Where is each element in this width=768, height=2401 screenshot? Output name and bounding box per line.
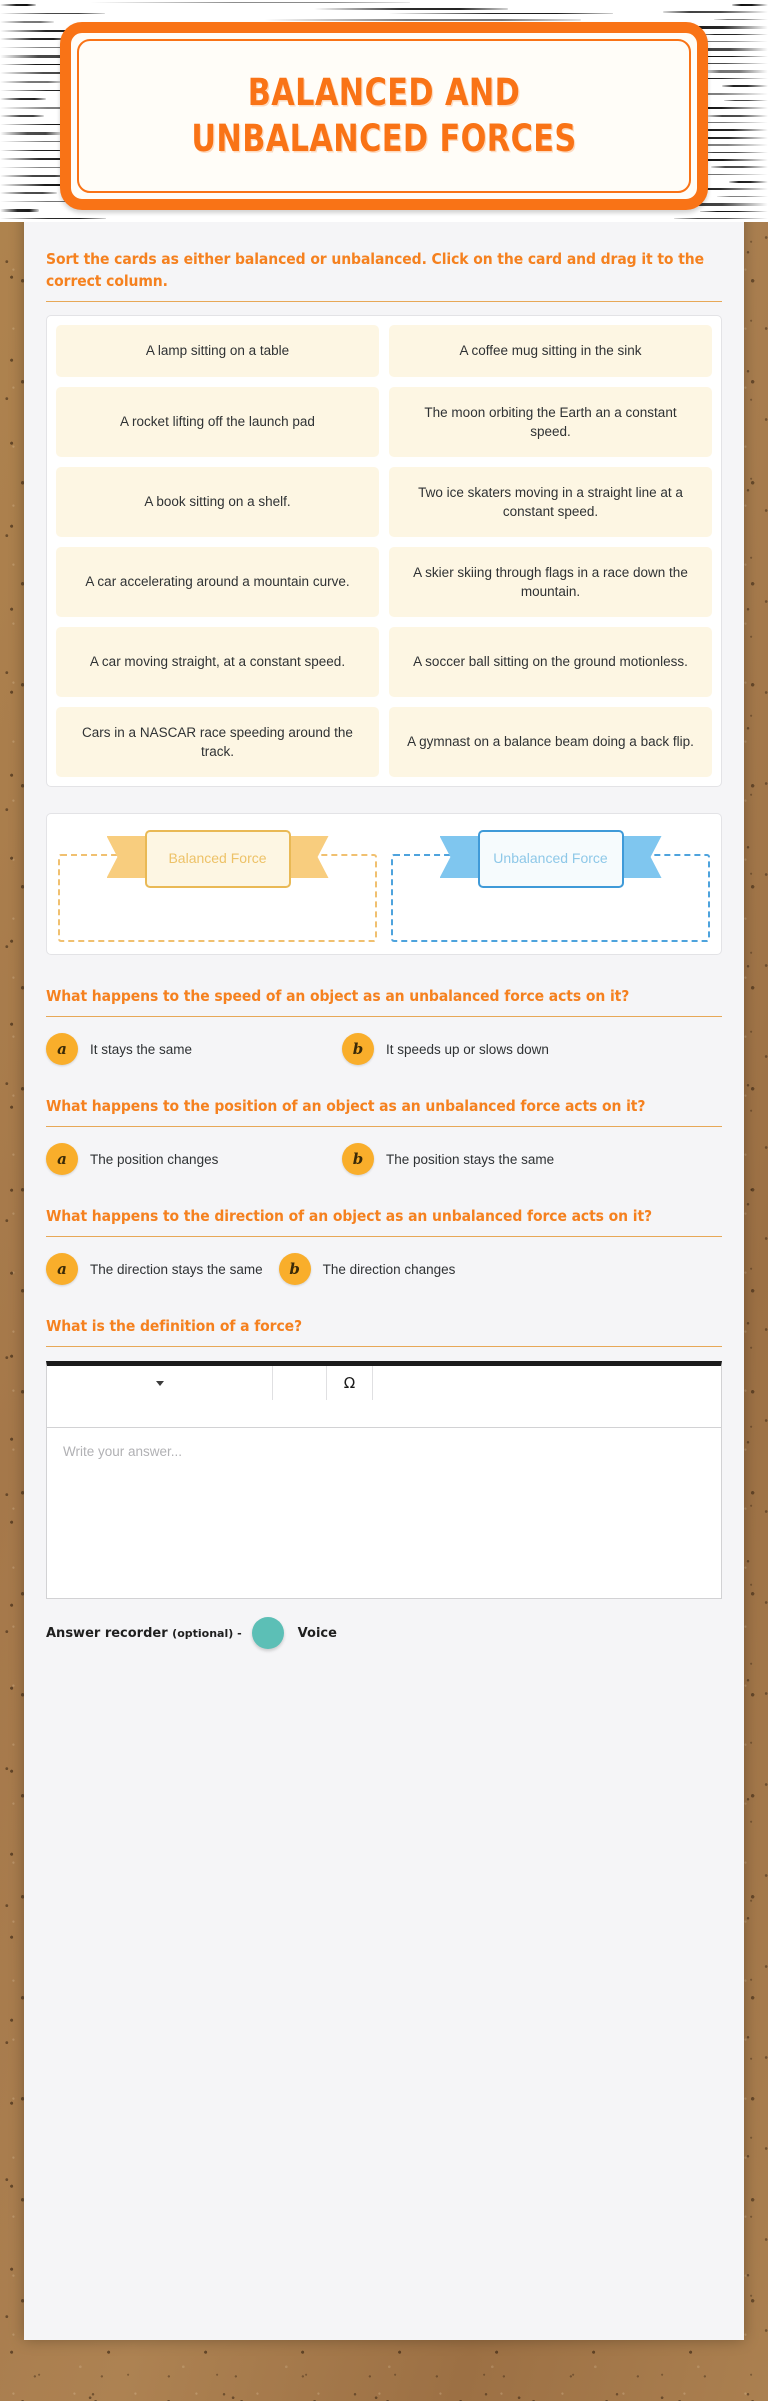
option-b[interactable] — [342, 1033, 549, 1065]
ribbon-banner-balanced — [145, 830, 291, 888]
chevron-down-icon — [156, 1381, 164, 1386]
speed-line — [724, 100, 768, 101]
sort-card[interactable]: A book sitting on a shelf. — [56, 467, 379, 537]
drop-zone-area — [46, 813, 722, 955]
speed-line — [0, 209, 39, 211]
option-letter-bubble: b — [342, 1143, 374, 1175]
speed-line — [732, 4, 768, 6]
answer-textarea[interactable]: Write your answer... — [63, 1444, 183, 1459]
sort-instructions-block — [46, 222, 722, 302]
speed-line — [264, 19, 581, 22]
option-letter-bubble: a — [46, 1253, 78, 1285]
sort-card[interactable]: A soccer ball sitting on the ground motionless. — [389, 627, 712, 697]
question-block-position — [46, 1095, 722, 1175]
option-letter-bubble: a — [46, 1143, 78, 1175]
page-title-line-1: BALANCED AND — [247, 71, 521, 115]
question-prompt: What happens to the speed of an object as an unbalanced force acts on it? — [46, 987, 630, 1005]
sort-card[interactable]: A skier skiing through flags in a race down the mountain. — [389, 547, 712, 617]
speed-line — [714, 19, 768, 20]
option-label: It stays the same — [90, 1041, 193, 1057]
speed-line — [663, 11, 768, 12]
speed-line — [0, 192, 57, 193]
dropzone-unbalanced-label: Unbalanced Force — [478, 830, 624, 888]
option-label: The position stays the same — [386, 1151, 555, 1167]
speed-line — [0, 4, 36, 6]
option-a[interactable] — [46, 1253, 263, 1285]
sort-card[interactable]: A car accelerating around a mountain curve. — [56, 547, 379, 617]
question-prompt: What happens to the position of an object as an unbalanced force acts on it? — [46, 1097, 646, 1115]
speed-line — [0, 21, 54, 22]
sort-card[interactable]: Two ice skaters moving in a straight line at a constant speed. — [389, 467, 712, 537]
option-letter-bubble: a — [46, 1033, 78, 1065]
divider — [46, 1346, 722, 1347]
option-list — [46, 1253, 722, 1285]
question-prompt: What is the definition of a force? — [46, 1317, 303, 1335]
editor-frame — [46, 1361, 722, 1599]
dropzone-balanced-force[interactable] — [58, 830, 377, 942]
toolbar-group-spacer — [273, 1366, 327, 1400]
worksheet-body — [24, 222, 744, 2340]
title-plaque — [60, 22, 708, 210]
sort-card[interactable]: The moon orbiting the Earth an a constant speed. — [389, 387, 712, 457]
sort-card[interactable]: Cars in a NASCAR race speeding around the track. — [56, 707, 379, 777]
sort-card[interactable]: A car moving straight, at a constant speed. — [56, 627, 379, 697]
speed-line — [0, 132, 61, 134]
divider — [46, 1016, 722, 1017]
speed-line — [388, 13, 613, 14]
sort-card[interactable]: A lamp sitting on a table — [56, 325, 379, 377]
speed-line — [700, 211, 768, 212]
option-b[interactable] — [279, 1253, 456, 1285]
sort-card[interactable]: A rocket lifting off the launch pad — [56, 387, 379, 457]
speed-line — [0, 98, 46, 99]
option-letter-bubble: b — [342, 1033, 374, 1065]
divider — [46, 301, 722, 302]
speed-line — [0, 115, 44, 116]
option-label: The direction changes — [322, 1261, 456, 1277]
option-a[interactable] — [46, 1143, 342, 1175]
sort-instructions-text: Sort the cards as either balanced or unbalanced. Click on the card and drag it to the correct column. — [46, 250, 704, 290]
editor-toolbar — [47, 1366, 721, 1428]
page-title — [127, 33, 640, 199]
option-letter-bubble: b — [279, 1253, 311, 1285]
answer-recorder-row — [46, 1617, 722, 1649]
speed-line — [717, 196, 768, 197]
speed-line — [314, 8, 508, 11]
speed-line — [707, 115, 768, 117]
speed-line — [729, 181, 768, 183]
option-b[interactable] — [342, 1143, 554, 1175]
option-list — [46, 1143, 722, 1175]
speed-line — [711, 166, 768, 167]
option-label: The position changes — [90, 1151, 219, 1167]
question-block-definition — [46, 1315, 722, 1599]
question-block-speed — [46, 985, 722, 1065]
divider — [46, 1236, 722, 1237]
option-label: The direction stays the same — [90, 1261, 263, 1277]
omega-icon: Ω — [343, 1374, 356, 1392]
font-family-dropdown[interactable] — [47, 1366, 273, 1400]
speed-line — [722, 85, 768, 86]
option-list — [46, 1033, 722, 1065]
answer-recorder-label — [46, 1626, 242, 1641]
page-title-line-2: UNBALANCED FORCES — [191, 117, 577, 160]
question-block-direction — [46, 1205, 722, 1285]
question-prompt: What happens to the direction of an object as an unbalanced force acts on it? — [46, 1207, 653, 1225]
speed-line — [90, 2, 410, 3]
dropzone-unbalanced-force[interactable] — [391, 830, 710, 942]
speed-line — [697, 34, 768, 35]
sortable-card-pool — [46, 315, 722, 787]
special-character-button[interactable] — [327, 1366, 373, 1400]
speed-line — [0, 218, 106, 219]
recorder-optional-note: (optional) - — [172, 1626, 242, 1640]
record-voice-button[interactable] — [252, 1617, 284, 1649]
recorder-title: Answer recorder — [46, 1625, 168, 1641]
ribbon-banner-unbalanced — [478, 830, 624, 888]
speed-line — [674, 218, 768, 219]
sort-card[interactable]: A gymnast on a balance beam doing a back flip. — [389, 707, 712, 777]
rich-text-answer-editor — [46, 1361, 722, 1599]
speed-line — [704, 70, 768, 72]
option-label: It speeds up or slows down — [386, 1041, 549, 1057]
speed-line — [0, 81, 64, 83]
voice-label: Voice — [297, 1625, 337, 1641]
divider — [46, 1126, 722, 1127]
dropzone-balanced-label: Balanced Force — [145, 830, 291, 888]
option-a[interactable] — [46, 1033, 342, 1065]
sort-card[interactable]: A coffee mug sitting in the sink — [389, 325, 712, 377]
